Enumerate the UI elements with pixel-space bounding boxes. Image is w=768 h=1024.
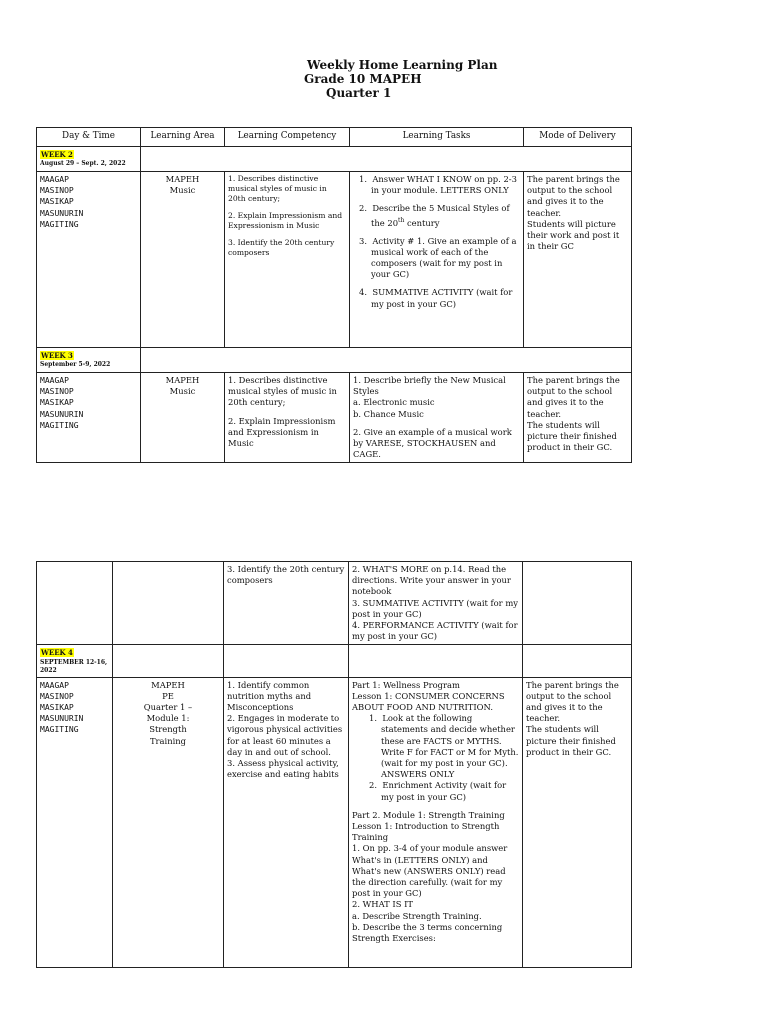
week-2-label-filler — [141, 147, 632, 172]
week-2-label-row — [37, 147, 632, 172]
quarter-label: Quarter 1 — [326, 86, 392, 100]
task-item: 4. SUMMATIVE ACTIVITY (wait for my post in your GC) — [359, 287, 513, 309]
col-header-day-time: Day & Time — [37, 128, 141, 147]
area-component: Music — [169, 185, 196, 196]
task-item: 2. WHAT IS IT — [352, 899, 414, 910]
area-component: PE — [162, 690, 174, 701]
week-2-date: August 29 – Sept. 2, 2022 — [40, 160, 126, 168]
competency-item: 3. Identify the 20th century composers — [228, 238, 335, 257]
delivery-item: Students will picture their work and post it in their GC — [527, 218, 620, 252]
week-3-continued-area — [113, 562, 224, 645]
task-item: 3. Activity # 1. Give an example of a musical work of each of the composers (wait for my post in your GC) — [359, 235, 517, 280]
week-4-tasks — [349, 677, 523, 967]
week-3-content-row — [37, 373, 632, 463]
task-item: 4. PERFORMANCE ACTIVITY (wait for my post in your GC) — [352, 620, 518, 642]
week-4-label-filler — [349, 645, 523, 677]
competency-item: 1. Identify common nutrition myths and Misconceptions — [227, 679, 312, 713]
week-3-delivery — [524, 373, 632, 463]
delivery-item: The students will picture their finished product in their GC. — [527, 419, 617, 453]
week-4-label-filler — [224, 645, 349, 677]
week-3-values — [37, 373, 141, 463]
week-3-continued-competency — [224, 562, 349, 645]
week-4-label-filler — [523, 645, 632, 677]
week-4-label: WEEK 4 — [41, 648, 73, 658]
week-3-label-row — [37, 348, 632, 373]
week-4-learning-area — [113, 677, 224, 967]
week-4-date: SEPTEMBER 12-16, 2022 — [40, 658, 108, 674]
week-4-label-row — [37, 645, 632, 677]
week-2-learning-area — [141, 172, 225, 348]
week-2-delivery — [524, 172, 632, 348]
value-masunurin: MASUNURIN — [40, 714, 84, 724]
week-3-label-filler — [141, 348, 632, 373]
value-magiting: MAGITING — [40, 725, 79, 735]
value-maagap: MAAGAP — [40, 376, 69, 385]
competency-item: 2. Engages in moderate to vigorous physical activities for at least 60 minutes a day in and out of school. — [227, 713, 343, 757]
value-maagap: MAAGAP — [40, 680, 69, 690]
week-2-label: WEEK 2 — [41, 150, 73, 159]
week-4-label-filler — [113, 645, 224, 677]
task-lesson-heading: Lesson 1: CONSUMER CONCERNS ABOUT FOOD AND NUTRITION. — [352, 690, 505, 713]
plan-table-page-2 — [36, 561, 632, 968]
task-lesson-heading: Lesson 1: Introduction to Strength Training — [352, 821, 500, 843]
area-module: Module 1: — [146, 713, 190, 724]
task-item: b. Describe the 3 terms concerning Strength Exercises: — [352, 921, 503, 944]
week-3-date: September 5-9, 2022 — [40, 361, 111, 369]
week-3-label: WEEK 3 — [41, 351, 73, 360]
week-3-competency — [225, 373, 350, 463]
area-module-title: Strength — [149, 724, 187, 735]
area-subject: MAPEH — [151, 679, 185, 690]
week-3-label-cell — [37, 348, 141, 373]
value-magiting: MAGITING — [40, 219, 79, 229]
area-module-title: Training — [149, 735, 187, 746]
week-3-continued-delivery — [523, 562, 632, 645]
competency-item: 3. Identify the 20th century composers — [227, 564, 345, 586]
competency-item: 3. Assess physical activity, exercise and eating habits — [227, 758, 339, 780]
week-2-tasks — [350, 172, 524, 348]
col-header-learning-tasks: Learning Tasks — [350, 128, 524, 147]
value-masikap: MASIKAP — [40, 398, 74, 408]
task-item: 3. SUMMATIVE ACTIVITY (wait for my post in your GC) — [352, 597, 519, 619]
grade-label: Grade 10 MAPEH — [304, 72, 422, 86]
week-3-continued-row — [37, 562, 632, 645]
task-item: b. Chance Music — [353, 408, 424, 419]
task-item: a. Describe Strength Training. — [352, 910, 482, 921]
week-4-label-cell — [37, 645, 113, 677]
week-3-continued-tasks — [349, 562, 523, 645]
value-masikap: MASIKAP — [40, 703, 74, 713]
task-item: 2. WHAT'S MORE on p.14. Read the directions. Write your answer in your notebook — [352, 564, 511, 597]
week-3-tasks — [350, 373, 524, 463]
col-header-learning-area: Learning Area — [141, 128, 225, 147]
value-masinop: MASINOP — [40, 186, 74, 196]
task-item: 2. Describe the 5 Musical Styles of the 20th century — [359, 203, 510, 228]
value-masikap: MASIKAP — [40, 197, 74, 207]
col-header-mode-of-delivery: Mode of Delivery — [524, 128, 632, 147]
week-4-content-row — [37, 677, 632, 967]
task-item: 1. On pp. 3-4 of your module answer What's in (LETTERS ONLY) and What's new (ANSWERS ONLY) read the direction carefully. (wait for my post in your GC) — [352, 843, 508, 899]
plan-table-page-1 — [36, 127, 632, 463]
delivery-item: The parent brings the output to the school and gives it to the teacher. — [527, 375, 620, 419]
area-subject: MAPEH — [165, 375, 200, 385]
area-component: Music — [169, 386, 196, 397]
value-masunurin: MASUNURIN — [40, 409, 84, 419]
value-masinop: MASINOP — [40, 691, 74, 701]
value-maagap: MAAGAP — [40, 175, 69, 184]
week-4-competency — [224, 677, 349, 967]
week-2-content-row — [37, 172, 632, 348]
delivery-item: The students will picture their finished product in their GC. — [526, 724, 616, 757]
task-part-heading: Part 2. Module 1: Strength Training — [352, 809, 505, 820]
table-header-row — [37, 128, 632, 147]
competency-item: 2. Explain Impressionism and Expressionism in Music — [228, 211, 343, 230]
value-masinop: MASINOP — [40, 387, 74, 397]
week-3-continued-day — [37, 562, 113, 645]
value-magiting: MAGITING — [40, 420, 79, 430]
competency-item: 1. Describes distinctive musical styles of music in 20th century; — [228, 174, 327, 203]
week-4-values — [37, 677, 113, 967]
task-item: a. Electronic music — [353, 397, 435, 408]
task-item: 2. Enrichment Activity (wait for my post in your GC) — [369, 780, 507, 802]
week-2-competency — [225, 172, 350, 348]
week-4-delivery — [523, 677, 632, 967]
col-header-learning-competency: Learning Competency — [225, 128, 350, 147]
week-2-values — [37, 172, 141, 348]
area-subject: MAPEH — [165, 174, 200, 184]
task-item: 2. Give an example of a musical work by VARESE, STOCKHAUSEN and CAGE. — [353, 426, 512, 460]
delivery-item: The parent brings the output to the school and gives it to the teacher. — [527, 174, 620, 218]
task-item: 1. Look at the following statements and decide whether these are FACTS or MYTHS. Write F for FACT or M for Myth. (wait for my post in your GC). ANSWERS ONLY — [369, 713, 519, 780]
week-3-learning-area — [141, 373, 225, 463]
task-part-heading: Part 1: Wellness Program — [352, 679, 460, 690]
competency-item: 2. Explain Impressionism and Expressionism in Music — [228, 415, 336, 449]
area-quarter: Quarter 1 – — [143, 702, 193, 713]
value-masunurin: MASUNURIN — [40, 208, 84, 218]
document-title: Weekly Home Learning Plan — [307, 58, 498, 72]
week-2-label-cell — [37, 147, 141, 172]
task-item: 1. Answer WHAT I KNOW on pp. 2-3 in your module. LETTERS ONLY — [359, 174, 517, 196]
task-item: 1. Describe briefly the New Musical Styles — [353, 375, 506, 397]
competency-item: 1. Describes distinctive musical styles of music in 20th century; — [228, 375, 337, 408]
delivery-item: The parent brings the output to the school and gives it to the teacher. — [526, 679, 619, 724]
